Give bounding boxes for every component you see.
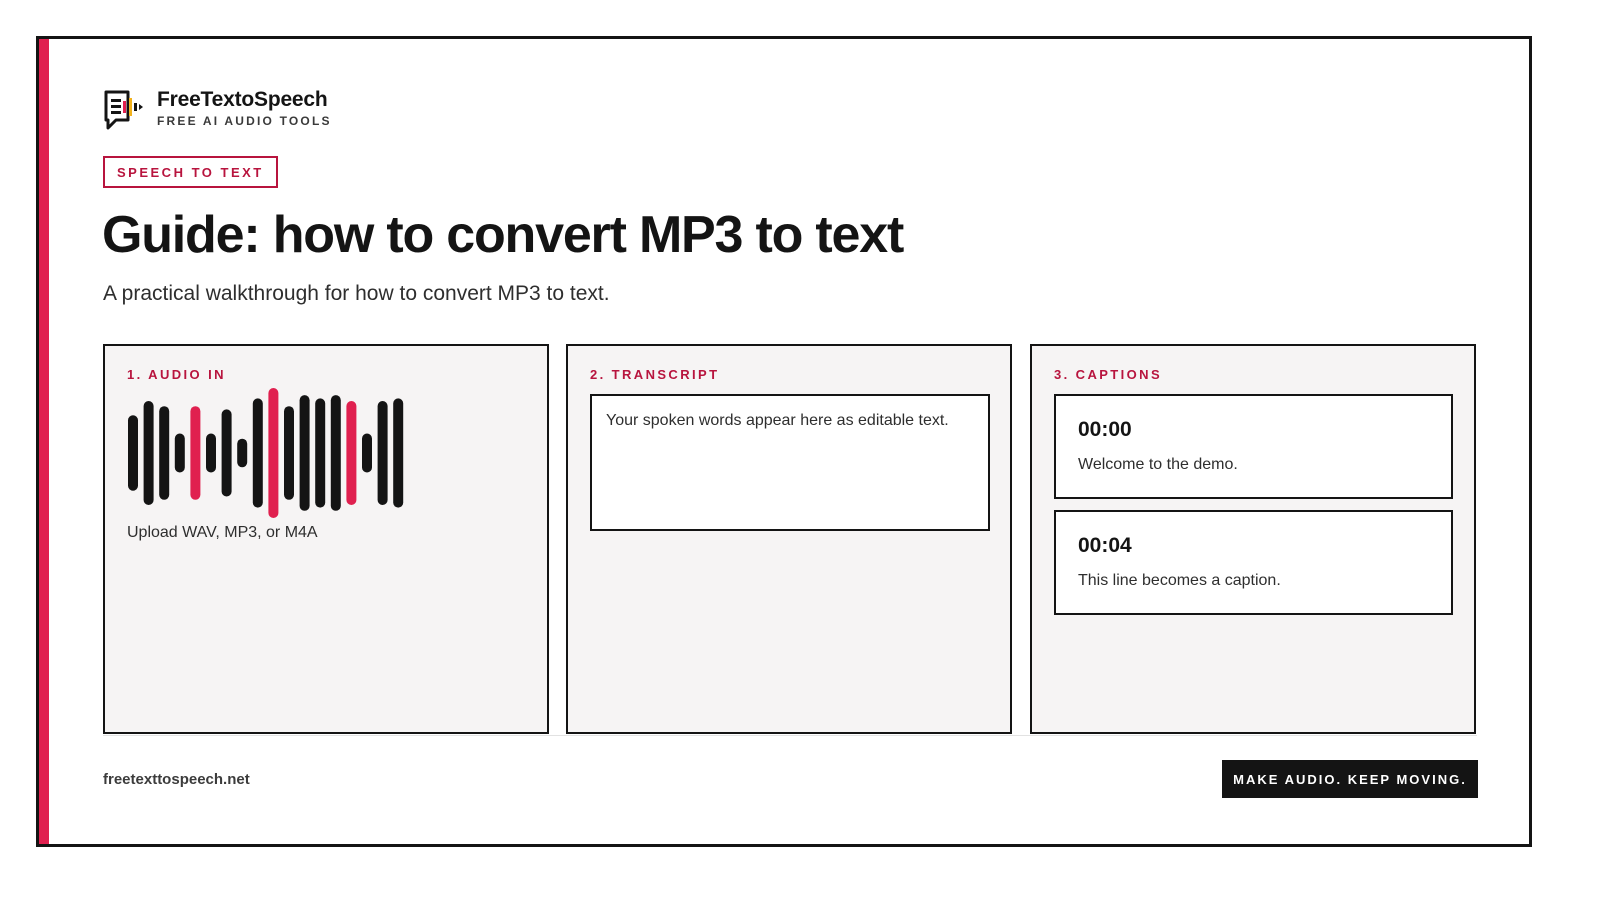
footer-divider bbox=[103, 735, 1477, 736]
waveform-bar bbox=[190, 406, 200, 500]
waveform-bar bbox=[222, 409, 232, 496]
transcript-textbox[interactable]: Your spoken words appear here as editable text. bbox=[590, 394, 990, 531]
slide-frame bbox=[36, 36, 1532, 847]
waveform-bar bbox=[300, 395, 310, 511]
transcript-panel bbox=[566, 344, 1012, 734]
caption-card bbox=[1054, 394, 1453, 499]
transcript-heading: 2. TRANSCRIPT bbox=[590, 367, 720, 382]
brand-name: FreeTextoSpeech bbox=[157, 88, 328, 111]
waveform-bar bbox=[315, 398, 325, 507]
category-pill: SPEECH TO TEXT bbox=[103, 156, 278, 188]
caption-timestamp: 00:04 bbox=[1078, 534, 1132, 557]
brand-tagline: FREE AI AUDIO TOOLS bbox=[157, 114, 332, 128]
accent-bar bbox=[39, 39, 49, 844]
caption-text: Welcome to the demo. bbox=[1078, 456, 1238, 473]
caption-text: This line becomes a caption. bbox=[1078, 572, 1281, 589]
waveform-bar bbox=[346, 401, 356, 505]
waveform-bar bbox=[237, 439, 247, 468]
caption-timestamp: 00:00 bbox=[1078, 418, 1132, 441]
captions-panel bbox=[1030, 344, 1476, 734]
waveform-bar bbox=[268, 388, 278, 518]
waveform-bar bbox=[378, 401, 388, 505]
brand bbox=[103, 87, 332, 132]
waveform-bar bbox=[128, 415, 138, 490]
captions-heading: 3. CAPTIONS bbox=[1054, 367, 1163, 382]
caption-card bbox=[1054, 510, 1453, 615]
waveform-bar bbox=[206, 434, 216, 473]
waveform-bar bbox=[144, 401, 154, 505]
page-title: Guide: how to convert MP3 to text bbox=[102, 206, 904, 264]
waveform-bar bbox=[253, 398, 263, 507]
cta-banner: MAKE AUDIO. KEEP MOVING. bbox=[1222, 760, 1478, 798]
page-subtitle: A practical walkthrough for how to convert MP3 to text. bbox=[103, 282, 610, 305]
audio-in-panel bbox=[103, 344, 549, 734]
waveform-bar bbox=[175, 434, 185, 473]
speech-bubble-waveform-icon bbox=[103, 88, 143, 132]
waveform-bar bbox=[159, 406, 169, 500]
waveform-icon bbox=[127, 386, 407, 520]
upload-formats-caption: Upload WAV, MP3, or M4A bbox=[127, 524, 318, 541]
waveform-bar bbox=[393, 398, 403, 507]
footer-url[interactable]: freetexttospeech.net bbox=[103, 771, 250, 788]
waveform-bar bbox=[331, 395, 341, 511]
audio-in-heading: 1. AUDIO IN bbox=[127, 367, 226, 382]
waveform-bar bbox=[362, 434, 372, 473]
waveform-bar bbox=[284, 406, 294, 500]
